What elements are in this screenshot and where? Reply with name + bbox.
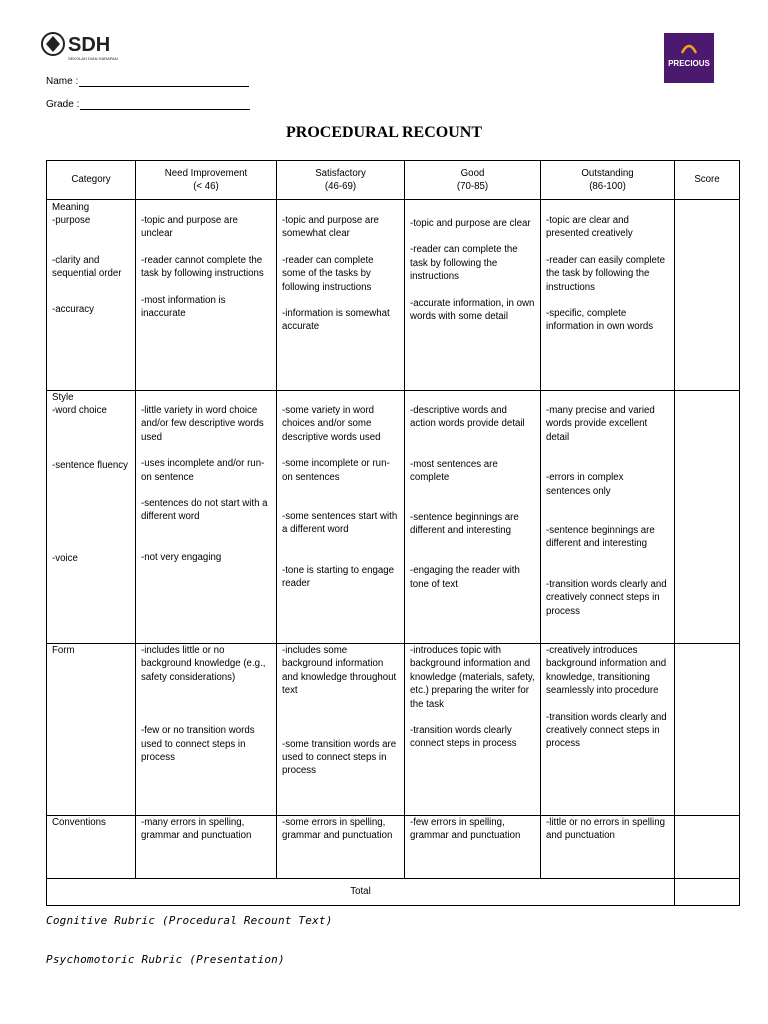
header-category: Category	[47, 161, 136, 200]
form-need-improvement: -includes little or no background knowledge (e.g., safety considerations) -few or no transition words used to connect steps in process	[136, 644, 277, 816]
category-form: Form	[47, 644, 136, 816]
meaning-good: -topic and purpose are clear -reader can complete the task by following the instructions -accurate information, in own words with some detail	[405, 200, 541, 391]
header-outstanding: Outstanding (86-100)	[541, 161, 675, 200]
row-total	[47, 879, 740, 906]
row-style	[47, 391, 740, 644]
sdh-logo-text: SDH	[68, 34, 111, 56]
grade-line[interactable]	[80, 99, 250, 110]
conventions-score[interactable]	[675, 816, 740, 879]
psychomotoric-rubric-label: Psychomotoric Rubric (Presentation)	[46, 953, 285, 966]
category-conventions: Conventions	[47, 816, 136, 879]
total-label: Total	[47, 879, 675, 906]
name-line[interactable]	[79, 76, 249, 87]
style-satisfactory: -some variety in word choices and/or some descriptive words used -some incomplete or run-on sentences -some sentences start with a different word -tone is starting to engage reader	[277, 391, 405, 644]
conventions-outstanding: -little or no errors in spelling and punctuation	[541, 816, 675, 879]
header-row	[47, 161, 740, 200]
row-form	[47, 644, 740, 816]
conventions-good: -few errors in spelling, grammar and punctuation	[405, 816, 541, 879]
meaning-satisfactory: -topic and purpose are somewhat clear -reader can complete some of the tasks by following instructions -information is somewhat accurate	[277, 200, 405, 391]
sdh-logo-subtext: SEKOLAH DIAN HARAPAN	[68, 56, 118, 61]
category-meaning: Meaning -purpose -clarity and sequential order -accuracy	[47, 200, 136, 391]
total-score[interactable]	[675, 879, 740, 906]
row-conventions	[47, 816, 740, 879]
category-style: Style -word choice -sentence fluency -voice	[47, 391, 136, 644]
sdh-logo	[40, 30, 140, 62]
style-score[interactable]	[675, 391, 740, 644]
meaning-outstanding: -topic are clear and presented creatively -reader can easily complete the task by following the instructions -specific, complete information in own words	[541, 200, 675, 391]
row-meaning	[47, 200, 740, 391]
grade-label: Grade :	[46, 99, 80, 110]
precious-logo	[664, 33, 714, 83]
form-score[interactable]	[675, 644, 740, 816]
form-satisfactory: -includes some background information and knowledge throughout text -some transition words are used to connect steps in process	[277, 644, 405, 816]
header-good: Good (70-85)	[405, 161, 541, 200]
cognitive-rubric-label: Cognitive Rubric (Procedural Recount Text)	[46, 914, 333, 927]
conventions-satisfactory: -some errors in spelling, grammar and punctuation	[277, 816, 405, 879]
rubric-table	[46, 160, 740, 906]
conventions-need-improvement: -many errors in spelling, grammar and punctuation	[136, 816, 277, 879]
style-outstanding: -many precise and varied words provide excellent detail -errors in complex sentences only -sentence beginnings are different and interesting -transition words clearly and creatively connect steps in process	[541, 391, 675, 644]
precious-logo-text: PRECIOUS	[668, 59, 710, 68]
name-field[interactable]	[46, 76, 249, 87]
meaning-score[interactable]	[675, 200, 740, 391]
style-need-improvement: -little variety in word choice and/or few descriptive words used -uses incomplete and/or run-on sentence -sentences do not start with a different word -not very engaging	[136, 391, 277, 644]
name-label: Name :	[46, 76, 79, 87]
meaning-need-improvement: -topic and purpose are unclear -reader cannot complete the task by following instructions -most information is inaccurate	[136, 200, 277, 391]
grade-field[interactable]	[46, 99, 250, 110]
header-score: Score	[675, 161, 740, 200]
page-title: PROCEDURAL RECOUNT	[285, 124, 482, 141]
header-satisfactory: Satisfactory (46-69)	[277, 161, 405, 200]
form-outstanding: -creatively introduces background information and knowledge, transitioning seamlessly into procedure -transition words clearly and creatively connect steps in process	[541, 644, 675, 816]
form-good: -introduces topic with background information and knowledge (materials, safety, etc.) preparing the writer for the task -transition words clearly connect steps in process	[405, 644, 541, 816]
header-need-improvement: Need Improvement (< 46)	[136, 161, 277, 200]
style-good: -descriptive words and action words provide detail -most sentences are complete -sentence beginnings are different and interesting -engaging the reader with tone of text	[405, 391, 541, 644]
